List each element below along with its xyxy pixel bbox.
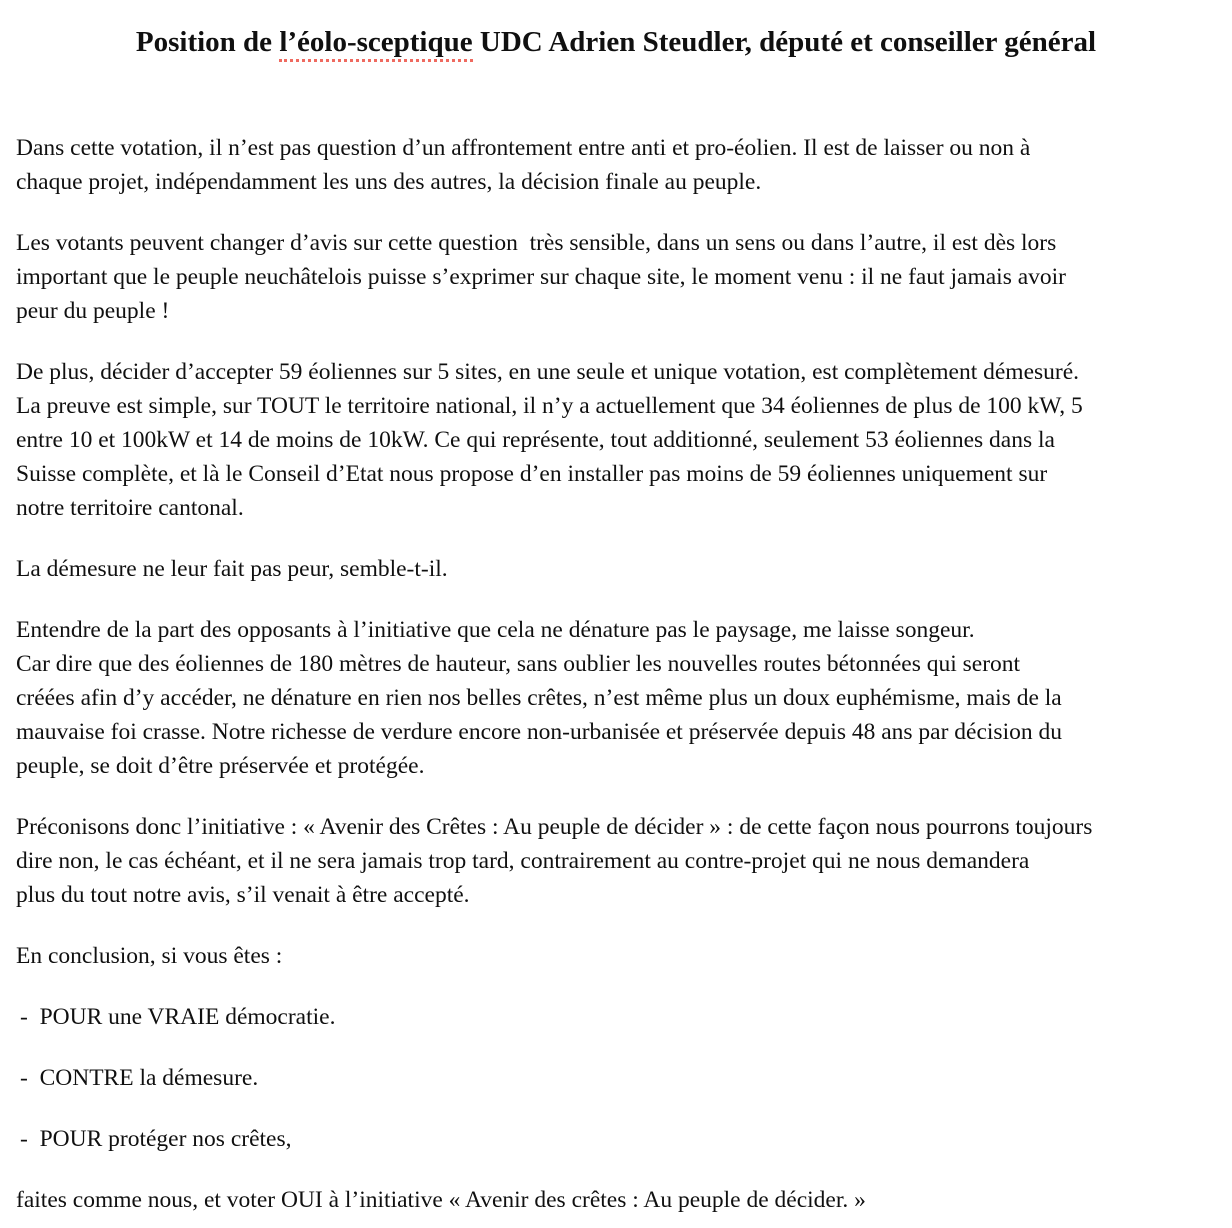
paragraph-conclusion-intro (16, 939, 1216, 973)
title-text-prefix: Position de (135, 26, 280, 58)
title-misspelled-word: l’éolo-sceptique (279, 26, 472, 62)
paragraph-line: mauvaise foi crasse. Notre richesse de verdure encore non-urbanisée et préservée depuis 48 ans par décision du (16, 719, 1062, 745)
paragraph-line: entre 10 et 100kW et 14 de moins de 10kW. Ce qui représente, tout additionné, seulement 53 éoliennes dans la (16, 427, 1055, 453)
paragraph-line: Suisse complète, et là le Conseil d’Etat nous propose d’en installer pas moins de 59 éoliennes uniquement sur (16, 461, 1048, 487)
paragraph-line: créées afin d’y accéder, ne dénature en rien nos belles crêtes, n’est même plus un doux euphémisme, mais de la (16, 685, 1062, 711)
paragraph-line: La preuve est simple, sur TOUT le territoire national, il n’y a actuellement que 34 éoliennes de plus de 100 kW, 5 (16, 393, 1083, 419)
closing-line (16, 1183, 1216, 1217)
paragraph-line: peuple, se doit d’être préservée et protégée. (16, 753, 425, 779)
paragraph-line: important que le peuple neuchâtelois puisse s’exprimer sur chaque site, le moment venu : il ne faut jamais avoir (16, 264, 1067, 290)
paragraph (16, 131, 1216, 199)
paragraph-line: notre territoire cantonal. (16, 495, 244, 521)
paragraph (16, 226, 1216, 328)
paragraph-line: Les votants peuvent changer d’avis sur cette question très sensible, dans un sens ou dans l’autre, il est dès lors (16, 230, 1057, 256)
bullet-line: - POUR protéger nos crêtes, (20, 1126, 292, 1152)
bullet-item (16, 1061, 1216, 1095)
paragraph (16, 613, 1216, 783)
paragraph-line: faites comme nous, et voter OUI à l’initiative « Avenir des crêtes : Au peuple de décider. » (16, 1187, 866, 1213)
paragraph (16, 810, 1216, 912)
paragraph (16, 355, 1216, 525)
paragraph-line: Préconisons donc l’initiative : « Avenir des Crêtes : Au peuple de décider » : de cette façon nous pourrons toujours (16, 814, 1093, 840)
paragraph-line: Dans cette votation, il n’est pas question d’un affrontement entre anti et pro-éolien. Il est de laisser ou non à (16, 135, 1031, 161)
paragraph-line: dire non, le cas échéant, et il ne sera jamais trop tard, contrairement au contre-projet qui ne nous demandera (16, 848, 1030, 874)
paragraph-line: En conclusion, si vous êtes : (16, 943, 283, 969)
paragraph-line: peur du peuple ! (16, 298, 170, 324)
paragraph-line: Entendre de la part des opposants à l’initiative que cela ne dénature pas le paysage, me laisse songeur. (16, 617, 975, 643)
bullet-item (16, 1122, 1216, 1156)
bullet-item (16, 1000, 1216, 1034)
bullet-line: - CONTRE la démesure. (20, 1065, 259, 1091)
title-text-suffix: UDC Adrien Steudler, député et conseiller général (472, 26, 1097, 58)
bullet-line: - POUR une VRAIE démocratie. (20, 1004, 336, 1030)
paragraph-line: Car dire que des éoliennes de 180 mètres de hauteur, sans oublier les nouvelles routes bétonnées qui seront (16, 651, 1021, 677)
paragraph-line: De plus, décider d’accepter 59 éoliennes sur 5 sites, en une seule et unique votation, est complètement démesuré. (16, 359, 1080, 385)
paragraph-line: plus du tout notre avis, s’il venait à être accepté. (16, 882, 470, 908)
paragraph (16, 552, 1216, 586)
paragraph-line: chaque projet, indépendamment les uns des autres, la décision finale au peuple. (16, 169, 762, 195)
paragraph-line: La démesure ne leur fait pas peur, semble-t-il. (16, 556, 448, 582)
document-title (16, 22, 1216, 62)
